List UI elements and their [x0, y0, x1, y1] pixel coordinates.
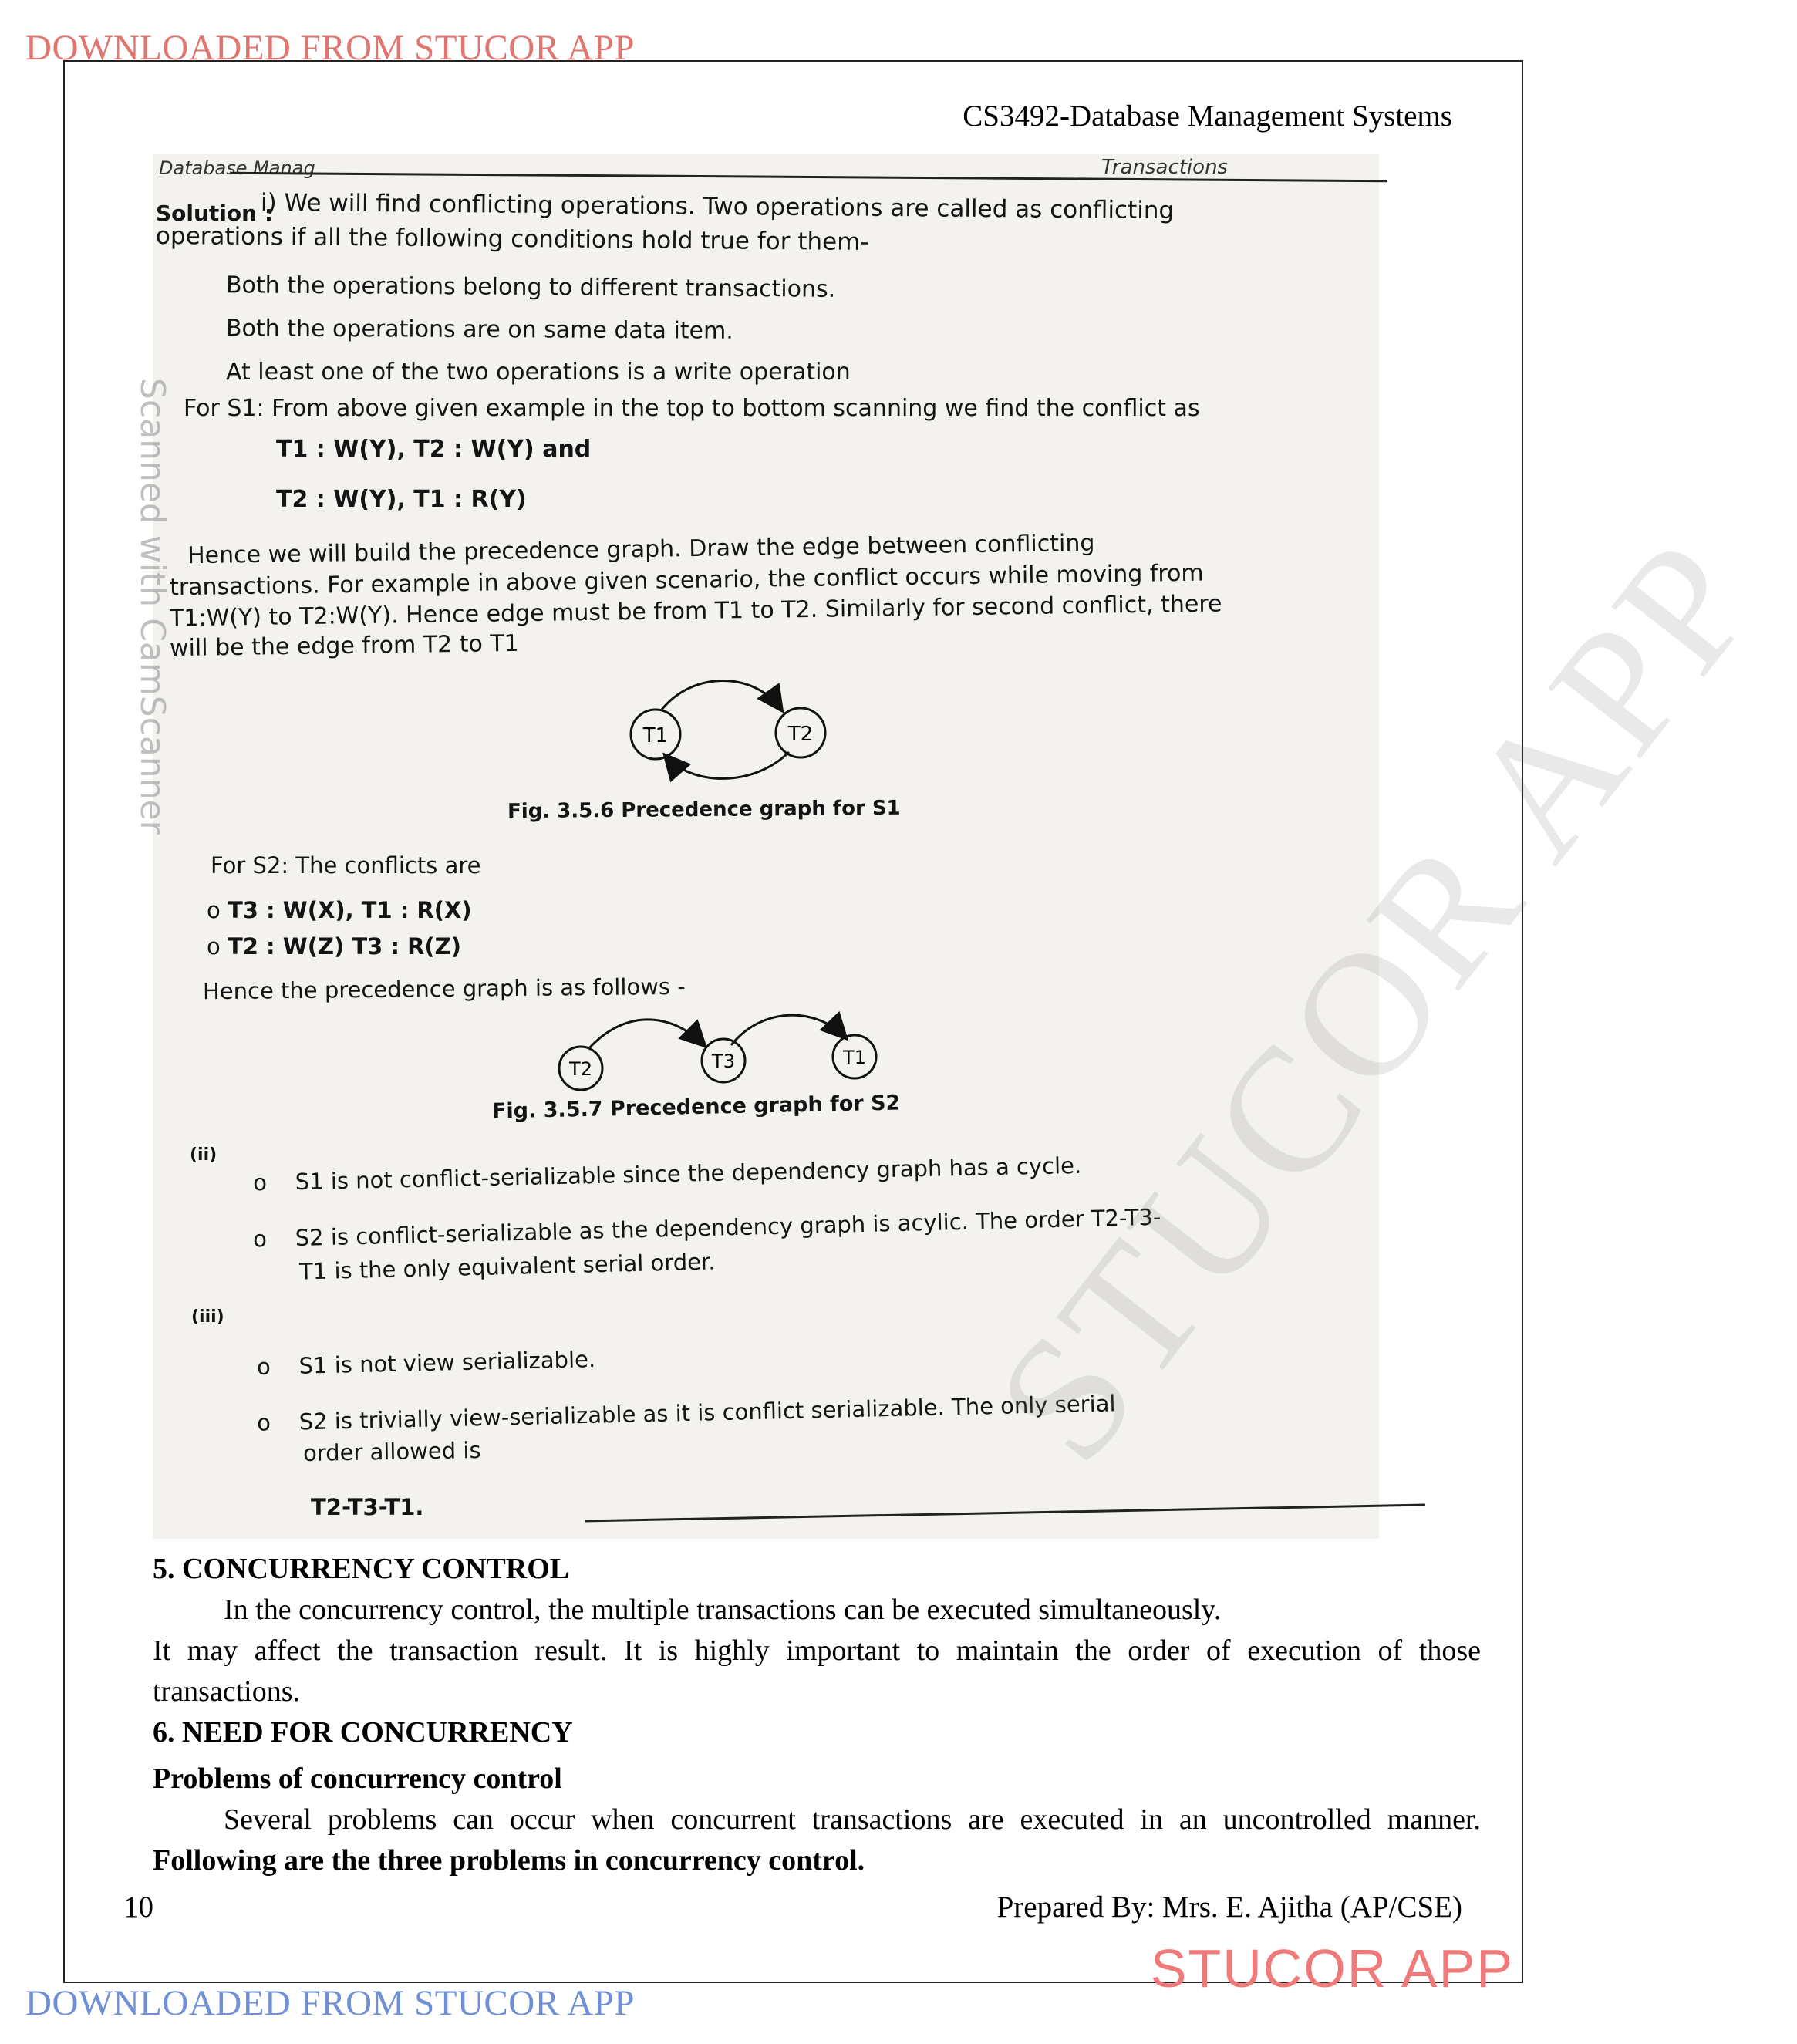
ii-item-2-cont: T1 is the only equivalent serial order. — [298, 1248, 716, 1285]
condition-3: At least one of the two operations is a write operation — [226, 359, 851, 386]
iii-item-2: o S2 is trivially view-serializable as it is conflict serializable. The only serial — [256, 1390, 1116, 1436]
iii-item-2-cont: order allowed is — [302, 1436, 481, 1467]
prepared-by: Prepared By: Mrs. E. Ajitha (AP/CSE) — [996, 1891, 1462, 1924]
section-5-para-1: In the concurrency control, the multiple transactions can be executed simultaneously. — [224, 1594, 1222, 1626]
solution-label: Solution : — [156, 201, 274, 226]
camscanner-watermark: Scanned with CamScanner — [133, 378, 172, 835]
para-line-2: transactions. For example in above given scenario, the conflict occurs while moving from — [169, 559, 1204, 602]
precedence-graph-s2 — [554, 1003, 878, 1095]
node-t2-label: T2 — [569, 1058, 592, 1080]
s1-intro: For S1: From above given example in the top to bottom scanning we find the conflict as — [184, 395, 1200, 422]
part-iii-label: (iii) — [191, 1307, 224, 1327]
page-number: 10 — [123, 1891, 153, 1924]
solution-text-1: i) We will find conflicting operations. Two operations are called as conflicting — [260, 188, 1175, 225]
precedence-graph-s1 — [615, 679, 847, 787]
para-line-3: T1:W(Y) to T2:W(Y). Hence edge must be from T1 to T2. Similarly for second conflict, there — [169, 590, 1222, 632]
s2-conflict-1: o T3 : W(X), T1 : R(X) — [207, 897, 472, 923]
part-ii-label: (ii) — [190, 1145, 217, 1165]
section-5-heading: 5. CONCURRENCY CONTROL — [153, 1553, 570, 1585]
section-5-para-3: transactions. — [153, 1675, 301, 1708]
node-t2-label: T2 — [787, 723, 814, 746]
s1-conflict-2: T2 : W(Y), T1 : R(Y) — [276, 486, 527, 513]
running-head-right: Transactions — [1101, 156, 1229, 179]
diagonal-watermark: STUCOR APP — [957, 503, 1794, 1497]
watermark-bottom: DOWNLOADED FROM STUCOR APP — [25, 1983, 635, 2023]
three-problems-line: Following are the three problems in concurrency control. — [153, 1844, 865, 1877]
edge-t2-t3 — [588, 1020, 704, 1049]
edge-t3-t1 — [731, 1015, 845, 1045]
problems-para: Several problems can occur when concurrent transactions are executed in an uncontrolled manner. — [224, 1803, 1481, 1836]
s1-conflict-1: T1 : W(Y), T2 : W(Y) and — [276, 436, 592, 463]
condition-2: Both the operations are on same data item. — [225, 315, 733, 345]
solution-text-2: operations if all the following conditions hold true for them- — [155, 221, 869, 257]
ii-item-1: o S1 is not conflict-serializable since the dependency graph has a cycle. — [252, 1152, 1082, 1196]
s2-follow: Hence the precedence graph is as follows - — [202, 973, 686, 1005]
scanned-page-image — [133, 154, 1794, 1539]
s2-intro: For S2: The conflicts are — [211, 852, 481, 879]
section-5-para-2: It may affect the transaction result. It is highly important to maintain the order of execution of those — [153, 1634, 1481, 1667]
iii-order: T2-T3-T1. — [311, 1494, 424, 1520]
node-t1-label: T1 — [843, 1047, 866, 1068]
watermark-top: DOWNLOADED FROM STUCOR APP — [25, 28, 635, 68]
running-head-left: Database Manag — [159, 157, 315, 179]
fig2-caption: Fig. 3.5.7 Precedence graph for S2 — [491, 1091, 901, 1124]
condition-1: Both the operations belong to different transactions. — [225, 272, 836, 303]
node-t1-label: T1 — [642, 724, 669, 747]
node-t3-label: T3 — [712, 1051, 735, 1072]
ii-item-2: o S2 is conflict-serializable as the dependency graph is acylic. The order T2-T3- — [252, 1203, 1161, 1253]
section-6-heading: 6. NEED FOR CONCURRENCY — [153, 1716, 573, 1749]
iii-item-1: o S1 is not view serializable. — [256, 1346, 596, 1380]
edge-t2-t1 — [666, 752, 789, 778]
para-line-4: will be the edge from T2 to T1 — [169, 629, 520, 663]
stucor-corner-watermark: STUCOR APP — [1150, 1938, 1514, 1998]
page-header: CS3492-Database Management Systems — [963, 100, 1452, 133]
scan-bottom-rule — [585, 1504, 1425, 1523]
problems-subheading: Problems of concurrency control — [153, 1762, 562, 1795]
s2-conflict-2: o T2 : W(Z) T3 : R(Z) — [207, 933, 461, 960]
fig1-caption: Fig. 3.5.6 Precedence graph for S1 — [507, 796, 901, 824]
edge-t1-t2 — [662, 681, 781, 710]
para-line-1: Hence we will build the precedence graph. Draw the edge between conflicting — [187, 529, 1095, 570]
